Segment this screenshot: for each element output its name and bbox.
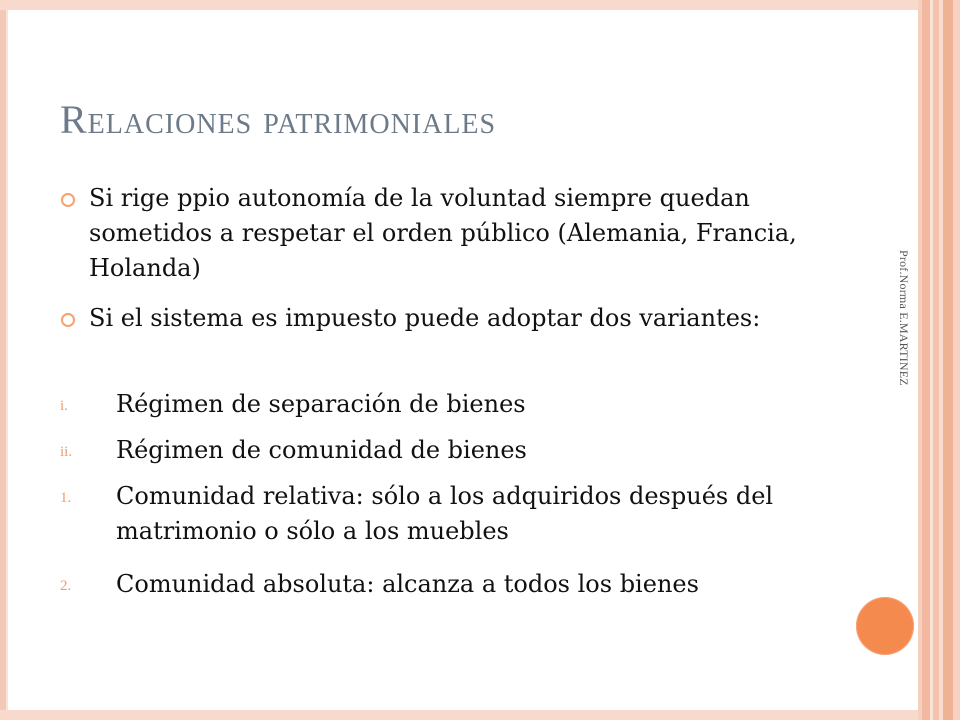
decor-stripe (922, 0, 930, 720)
list-marker: ii. (60, 444, 73, 460)
list-item: Comunidad relativa: sólo a los adquiridos después del matrimonio o sólo a los muebles (116, 482, 774, 545)
list-item: Comunidad absoluta: alcanza a todos los bienes (116, 570, 699, 598)
bullet-ring-icon (61, 193, 75, 207)
list-marker: 1. (60, 490, 72, 506)
slide-frame-top (0, 0, 918, 10)
bullet-item: Si rige ppio autonomía de la voluntad siempre quedan sometidos a respetar el orden público (Alemania, Francia, Holanda) (89, 184, 797, 282)
bullet-ring-icon (61, 313, 75, 327)
slide-frame-bottom (0, 710, 918, 720)
decor-stripe (953, 0, 960, 720)
decor-circle (856, 597, 914, 655)
list-marker: i. (60, 398, 68, 414)
list-marker: 2. (60, 578, 72, 594)
list-item: Régimen de separación de bienes (116, 390, 526, 418)
author-note: Prof.Norma E.MARTINEZ (897, 250, 911, 386)
list-item: Régimen de comunidad de bienes (116, 436, 527, 464)
slide-title: Relaciones patrimoniales (60, 97, 497, 142)
slide-frame-inner-left (6, 10, 8, 710)
bullet-item: Si el sistema es impuesto puede adoptar dos variantes: (89, 304, 761, 332)
decor-stripe (943, 0, 953, 720)
